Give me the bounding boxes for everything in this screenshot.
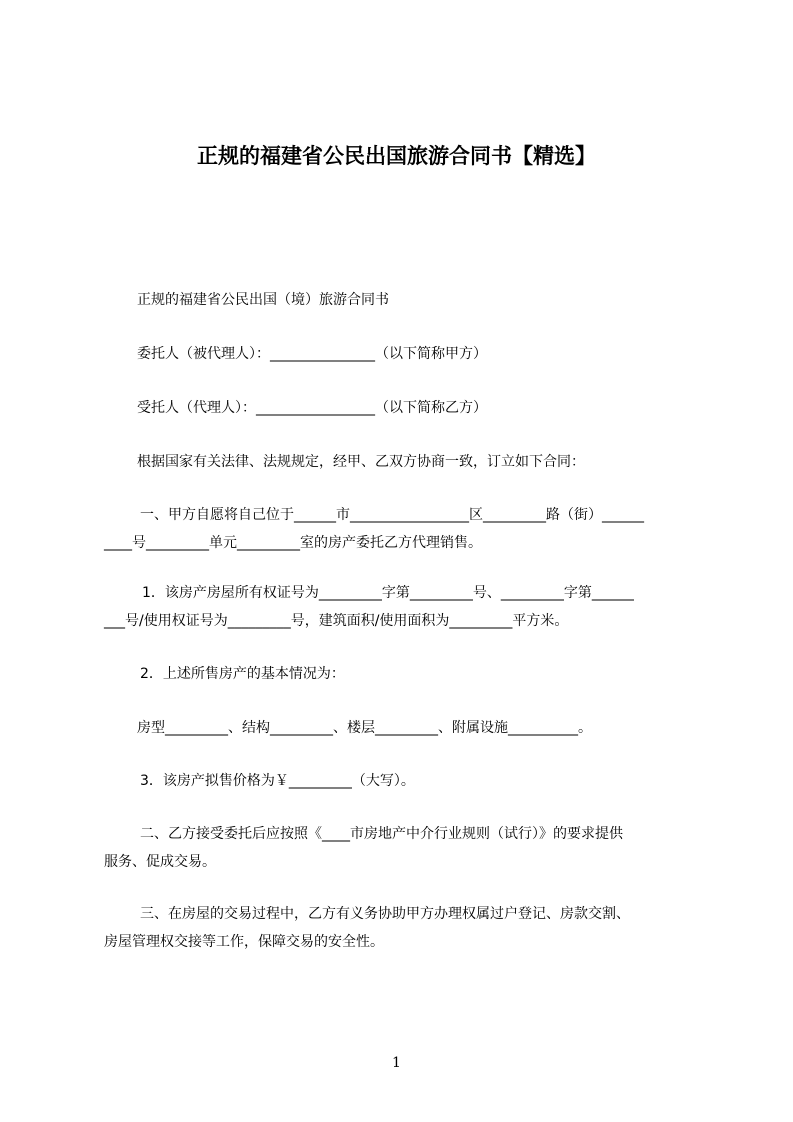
paragraph-agent bbox=[137, 394, 737, 422]
paragraph-text: 3．该房产拟售价格为￥_________（大写）。 bbox=[140, 773, 415, 789]
paragraph-line: 1．该房产房屋所有权证号为_________字第_________号、_________字第______ bbox=[142, 585, 634, 601]
paragraph-text: 房型_________、结构_________、楼层_________、附属设施__________。 bbox=[137, 720, 592, 736]
paragraph-clause-1 bbox=[104, 501, 704, 557]
paragraph-line: 房屋管理权交接等工作，保障交易的安全性。 bbox=[104, 934, 384, 950]
paragraph-text: 根据国家有关法律、法规规定，经甲、乙双方协商一致，订立如下合同： bbox=[137, 454, 585, 470]
paragraph-preamble bbox=[137, 448, 737, 476]
paragraph-principal bbox=[137, 340, 737, 368]
paragraph-text: 2．上述所售房产的基本情况为： bbox=[140, 666, 345, 682]
paragraph-text: 正规的福建省公民出国（境）旅游合同书 bbox=[137, 292, 389, 308]
paragraph-property-info bbox=[137, 714, 737, 742]
paragraph-line: 三、在房屋的交易过程中，乙方有义务协助甲方办理权属过户登记、房款交割、 bbox=[140, 906, 630, 922]
paragraph-line: 服务、促成交易。 bbox=[104, 854, 216, 870]
document-title: 正规的福建省公民出国旅游合同书【精选】 bbox=[197, 144, 596, 168]
paragraph-clause-3 bbox=[104, 900, 704, 956]
paragraph-heading bbox=[137, 286, 737, 314]
paragraph-line: ___号/使用权证号为_________号，建筑面积/使用面积为_________平方米。 bbox=[104, 613, 569, 629]
paragraph-line: ____号_________单元_________室的房产委托乙方代理销售。 bbox=[104, 535, 482, 551]
paragraph-clause-1-1 bbox=[104, 579, 704, 635]
paragraph-clause-1-2 bbox=[140, 660, 740, 688]
paragraph-clause-1-3 bbox=[140, 767, 740, 795]
paragraph-line: 二、乙方接受委托后应按照《____市房地产中介行业规则（试行）》的要求提供 bbox=[140, 826, 623, 842]
page-number: 1 bbox=[392, 1055, 401, 1071]
paragraph-text: 委托人（被代理人）：_______________（以下简称甲方） bbox=[137, 346, 487, 362]
paragraph-text: 受托人（代理人）：_________________（以下简称乙方） bbox=[137, 400, 487, 416]
paragraph-clause-2 bbox=[104, 820, 704, 876]
paragraph-line: 一、甲方自愿将自己位于______市_________________区_________路（街）______ bbox=[140, 507, 644, 523]
